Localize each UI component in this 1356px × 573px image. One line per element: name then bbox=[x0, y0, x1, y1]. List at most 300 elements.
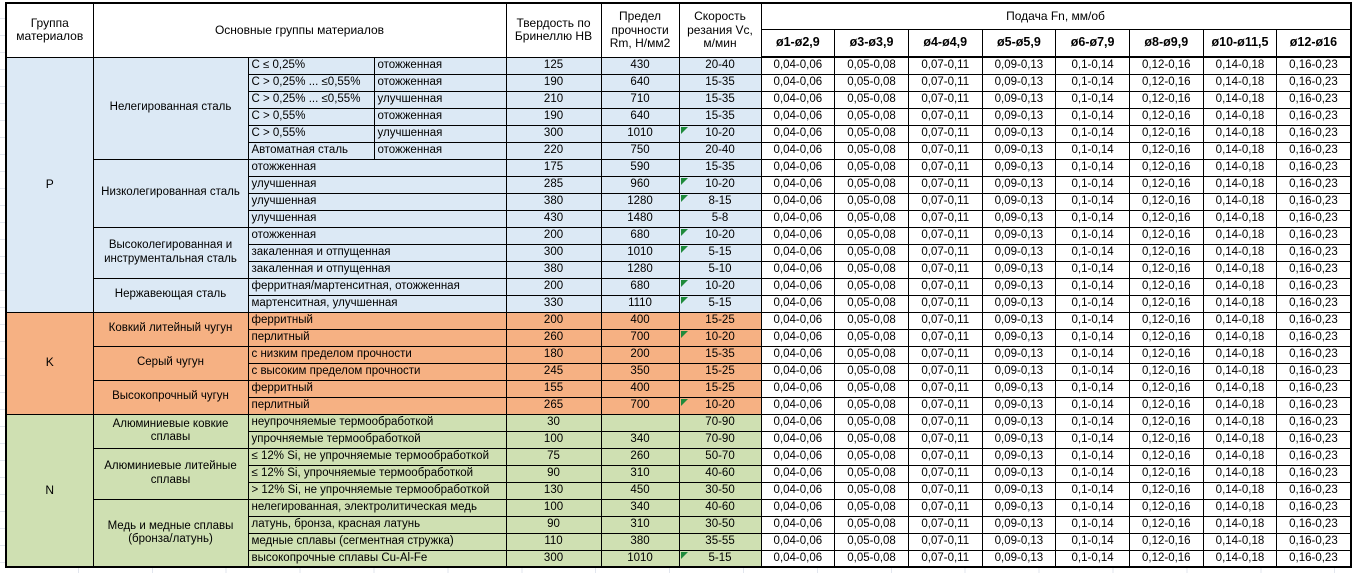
subgroup-cell: Серый чугун bbox=[93, 346, 248, 380]
material-desc-cell: улучшенная bbox=[248, 176, 506, 193]
feed-cell: 0,12-0,16 bbox=[1129, 482, 1203, 499]
feed-cell: 0,04-0,06 bbox=[761, 261, 835, 278]
rm-cell: 680 bbox=[601, 278, 679, 295]
feed-cell: 0,07-0,11 bbox=[908, 244, 982, 261]
vc-cell: 35-55 bbox=[679, 533, 761, 550]
feed-cell: 0,1-0,14 bbox=[1056, 397, 1130, 414]
feed-cell: 0,05-0,08 bbox=[835, 482, 909, 499]
feed-cell: 0,05-0,08 bbox=[835, 193, 909, 210]
subgroup-cell: Высоколегированная и инструментальная сталь bbox=[93, 227, 248, 278]
feed-cell: 0,05-0,08 bbox=[835, 295, 909, 312]
vc-cell: 10-20 bbox=[679, 227, 761, 244]
header-cutting-speed: Скорость резания Vc, м/мин bbox=[679, 3, 761, 57]
table-row bbox=[6, 346, 1351, 363]
vc-cell: 15-35 bbox=[679, 74, 761, 91]
feed-cell: 0,16-0,23 bbox=[1277, 533, 1351, 550]
feed-cell: 0,07-0,11 bbox=[908, 91, 982, 108]
material-desc-cell: закаленная и отпущенная bbox=[248, 261, 506, 278]
feed-cell: 0,04-0,06 bbox=[761, 550, 835, 567]
feed-cell: 0,09-0,13 bbox=[982, 91, 1056, 108]
feed-cell: 0,16-0,23 bbox=[1277, 312, 1351, 329]
feed-cell: 0,04-0,06 bbox=[761, 312, 835, 329]
header-tensile-strength: Предел прочности Rm, Н/мм2 bbox=[601, 3, 679, 57]
feed-cell: 0,16-0,23 bbox=[1277, 142, 1351, 159]
feed-cell: 0,12-0,16 bbox=[1129, 193, 1203, 210]
formula-flag-icon bbox=[681, 399, 688, 406]
feed-cell: 0,07-0,11 bbox=[908, 465, 982, 482]
rm-cell: 1280 bbox=[601, 193, 679, 210]
table-body bbox=[6, 57, 1351, 567]
rm-cell: 1110 bbox=[601, 295, 679, 312]
feed-cell: 0,1-0,14 bbox=[1056, 261, 1130, 278]
hb-cell: 200 bbox=[506, 227, 601, 244]
feed-cell: 0,07-0,11 bbox=[908, 533, 982, 550]
feed-cell: 0,05-0,08 bbox=[835, 125, 909, 142]
subgroup-cell: Высокопрочный чугун bbox=[93, 380, 248, 414]
feed-cell: 0,07-0,11 bbox=[908, 176, 982, 193]
hb-cell: 245 bbox=[506, 363, 601, 380]
materials-table bbox=[5, 2, 1352, 568]
feed-cell: 0,05-0,08 bbox=[835, 91, 909, 108]
vc-cell: 20-40 bbox=[679, 142, 761, 159]
header-dia-5: ø6-ø7,9 bbox=[1056, 29, 1130, 57]
rm-cell: 960 bbox=[601, 176, 679, 193]
feed-cell: 0,07-0,11 bbox=[908, 397, 982, 414]
header-feed: Подача Fn, мм/об bbox=[761, 3, 1351, 29]
hb-cell: 155 bbox=[506, 380, 601, 397]
feed-cell: 0,04-0,06 bbox=[761, 108, 835, 125]
feed-cell: 0,14-0,18 bbox=[1203, 244, 1277, 261]
material-desc-cell: закаленная и отпущенная bbox=[248, 244, 506, 261]
feed-cell: 0,05-0,08 bbox=[835, 57, 909, 74]
vc-cell: 5-15 bbox=[679, 550, 761, 567]
feed-cell: 0,12-0,16 bbox=[1129, 278, 1203, 295]
feed-cell: 0,14-0,18 bbox=[1203, 108, 1277, 125]
table-header bbox=[6, 3, 1351, 57]
feed-cell: 0,09-0,13 bbox=[982, 312, 1056, 329]
feed-cell: 0,07-0,11 bbox=[908, 227, 982, 244]
feed-cell: 0,07-0,11 bbox=[908, 516, 982, 533]
feed-cell: 0,09-0,13 bbox=[982, 176, 1056, 193]
rm-cell: 1280 bbox=[601, 261, 679, 278]
feed-cell: 0,09-0,13 bbox=[982, 142, 1056, 159]
feed-cell: 0,1-0,14 bbox=[1056, 278, 1130, 295]
feed-cell: 0,1-0,14 bbox=[1056, 227, 1130, 244]
vc-cell: 15-25 bbox=[679, 312, 761, 329]
feed-cell: 0,09-0,13 bbox=[982, 465, 1056, 482]
feed-cell: 0,04-0,06 bbox=[761, 465, 835, 482]
feed-cell: 0,16-0,23 bbox=[1277, 91, 1351, 108]
group-cell: K bbox=[6, 312, 93, 414]
feed-cell: 0,07-0,11 bbox=[908, 108, 982, 125]
vc-cell: 15-35 bbox=[679, 346, 761, 363]
feed-cell: 0,12-0,16 bbox=[1129, 227, 1203, 244]
rm-cell: 1480 bbox=[601, 210, 679, 227]
feed-cell: 0,1-0,14 bbox=[1056, 516, 1130, 533]
subgroup-cell: Нержавеющая сталь bbox=[93, 278, 248, 312]
header-brinell-hardness: Твердость по Бринеллю HB bbox=[506, 3, 601, 57]
feed-cell: 0,12-0,16 bbox=[1129, 142, 1203, 159]
feed-cell: 0,12-0,16 bbox=[1129, 176, 1203, 193]
hb-cell: 130 bbox=[506, 482, 601, 499]
hb-cell: 175 bbox=[506, 159, 601, 176]
rm-cell: 590 bbox=[601, 159, 679, 176]
feed-cell: 0,1-0,14 bbox=[1056, 312, 1130, 329]
feed-cell: 0,05-0,08 bbox=[835, 312, 909, 329]
feed-cell: 0,1-0,14 bbox=[1056, 380, 1130, 397]
feed-cell: 0,05-0,08 bbox=[835, 448, 909, 465]
feed-cell: 0,12-0,16 bbox=[1129, 261, 1203, 278]
feed-cell: 0,1-0,14 bbox=[1056, 91, 1130, 108]
hb-cell: 110 bbox=[506, 533, 601, 550]
feed-cell: 0,1-0,14 bbox=[1056, 57, 1130, 74]
formula-flag-icon bbox=[681, 127, 688, 134]
feed-cell: 0,04-0,06 bbox=[761, 397, 835, 414]
rm-cell: 640 bbox=[601, 74, 679, 91]
rm-cell: 400 bbox=[601, 312, 679, 329]
vc-cell: 50-70 bbox=[679, 448, 761, 465]
subgroup-cell: Низколегированная сталь bbox=[93, 159, 248, 227]
hb-cell: 100 bbox=[506, 499, 601, 516]
feed-cell: 0,16-0,23 bbox=[1277, 550, 1351, 567]
feed-cell: 0,1-0,14 bbox=[1056, 295, 1130, 312]
hb-cell: 220 bbox=[506, 142, 601, 159]
feed-cell: 0,16-0,23 bbox=[1277, 482, 1351, 499]
feed-cell: 0,05-0,08 bbox=[835, 346, 909, 363]
feed-cell: 0,14-0,18 bbox=[1203, 159, 1277, 176]
feed-cell: 0,07-0,11 bbox=[908, 346, 982, 363]
vc-cell: 70-90 bbox=[679, 431, 761, 448]
feed-cell: 0,12-0,16 bbox=[1129, 448, 1203, 465]
feed-cell: 0,04-0,06 bbox=[761, 363, 835, 380]
feed-cell: 0,1-0,14 bbox=[1056, 533, 1130, 550]
formula-flag-icon bbox=[681, 178, 688, 185]
feed-cell: 0,07-0,11 bbox=[908, 363, 982, 380]
feed-cell: 0,05-0,08 bbox=[835, 431, 909, 448]
feed-cell: 0,07-0,11 bbox=[908, 159, 982, 176]
feed-cell: 0,14-0,18 bbox=[1203, 397, 1277, 414]
feed-cell: 0,12-0,16 bbox=[1129, 550, 1203, 567]
rm-cell: 700 bbox=[601, 329, 679, 346]
feed-cell: 0,09-0,13 bbox=[982, 533, 1056, 550]
feed-cell: 0,05-0,08 bbox=[835, 380, 909, 397]
treatment-cell: отожженная bbox=[374, 142, 506, 159]
feed-cell: 0,1-0,14 bbox=[1056, 550, 1130, 567]
feed-cell: 0,04-0,06 bbox=[761, 329, 835, 346]
feed-cell: 0,07-0,11 bbox=[908, 499, 982, 516]
feed-cell: 0,09-0,13 bbox=[982, 108, 1056, 125]
material-desc-cell: ферритный bbox=[248, 380, 506, 397]
rm-cell: 380 bbox=[601, 533, 679, 550]
feed-cell: 0,14-0,18 bbox=[1203, 414, 1277, 431]
feed-cell: 0,14-0,18 bbox=[1203, 363, 1277, 380]
feed-cell: 0,05-0,08 bbox=[835, 414, 909, 431]
feed-cell: 0,16-0,23 bbox=[1277, 414, 1351, 431]
vc-cell: 30-50 bbox=[679, 482, 761, 499]
feed-cell: 0,07-0,11 bbox=[908, 193, 982, 210]
feed-cell: 0,07-0,11 bbox=[908, 431, 982, 448]
feed-cell: 0,07-0,11 bbox=[908, 414, 982, 431]
header-dia-2: ø3-ø3,9 bbox=[835, 29, 909, 57]
cutting-parameters-table bbox=[5, 2, 1352, 568]
feed-cell: 0,14-0,18 bbox=[1203, 261, 1277, 278]
feed-cell: 0,04-0,06 bbox=[761, 193, 835, 210]
table-row bbox=[6, 499, 1351, 516]
table-row bbox=[6, 227, 1351, 244]
table-row bbox=[6, 380, 1351, 397]
feed-cell: 0,12-0,16 bbox=[1129, 397, 1203, 414]
vc-cell: 40-60 bbox=[679, 465, 761, 482]
feed-cell: 0,07-0,11 bbox=[908, 329, 982, 346]
vc-cell: 10-20 bbox=[679, 397, 761, 414]
treatment-cell: отожженная bbox=[374, 108, 506, 125]
feed-cell: 0,16-0,23 bbox=[1277, 397, 1351, 414]
feed-cell: 0,09-0,13 bbox=[982, 414, 1056, 431]
feed-cell: 0,14-0,18 bbox=[1203, 193, 1277, 210]
hb-cell: 190 bbox=[506, 108, 601, 125]
material-desc-cell: C > 0,25% ... ≤0,55% bbox=[248, 91, 374, 108]
feed-cell: 0,1-0,14 bbox=[1056, 74, 1130, 91]
rm-cell: 340 bbox=[601, 431, 679, 448]
feed-cell: 0,09-0,13 bbox=[982, 380, 1056, 397]
vc-cell: 15-35 bbox=[679, 91, 761, 108]
treatment-cell: отожженная bbox=[374, 74, 506, 91]
feed-cell: 0,04-0,06 bbox=[761, 159, 835, 176]
feed-cell: 0,16-0,23 bbox=[1277, 57, 1351, 74]
feed-cell: 0,05-0,08 bbox=[835, 329, 909, 346]
material-desc-cell: улучшенная bbox=[248, 210, 506, 227]
hb-cell: 210 bbox=[506, 91, 601, 108]
feed-cell: 0,14-0,18 bbox=[1203, 482, 1277, 499]
rm-cell: 680 bbox=[601, 227, 679, 244]
hb-cell: 190 bbox=[506, 74, 601, 91]
feed-cell: 0,16-0,23 bbox=[1277, 176, 1351, 193]
feed-cell: 0,04-0,06 bbox=[761, 278, 835, 295]
feed-cell: 0,09-0,13 bbox=[982, 448, 1056, 465]
material-desc-cell: Автоматная сталь bbox=[248, 142, 374, 159]
material-desc-cell: упрочняемые термообработкой bbox=[248, 431, 506, 448]
feed-cell: 0,12-0,16 bbox=[1129, 312, 1203, 329]
header-main-material-groups: Основные группы материалов bbox=[93, 3, 506, 57]
vc-cell: 5-15 bbox=[679, 244, 761, 261]
feed-cell: 0,07-0,11 bbox=[908, 57, 982, 74]
feed-cell: 0,09-0,13 bbox=[982, 193, 1056, 210]
feed-cell: 0,1-0,14 bbox=[1056, 363, 1130, 380]
feed-cell: 0,07-0,11 bbox=[908, 278, 982, 295]
feed-cell: 0,14-0,18 bbox=[1203, 210, 1277, 227]
feed-cell: 0,1-0,14 bbox=[1056, 414, 1130, 431]
feed-cell: 0,07-0,11 bbox=[908, 380, 982, 397]
feed-cell: 0,09-0,13 bbox=[982, 482, 1056, 499]
feed-cell: 0,12-0,16 bbox=[1129, 516, 1203, 533]
feed-cell: 0,04-0,06 bbox=[761, 125, 835, 142]
feed-cell: 0,07-0,11 bbox=[908, 482, 982, 499]
rm-cell: 340 bbox=[601, 499, 679, 516]
feed-cell: 0,09-0,13 bbox=[982, 210, 1056, 227]
material-desc-cell: перлитный bbox=[248, 329, 506, 346]
material-desc-cell: C > 0,25% ... ≤0,55% bbox=[248, 74, 374, 91]
feed-cell: 0,12-0,16 bbox=[1129, 295, 1203, 312]
feed-cell: 0,14-0,18 bbox=[1203, 57, 1277, 74]
feed-cell: 0,1-0,14 bbox=[1056, 499, 1130, 516]
material-desc-cell: перлитный bbox=[248, 397, 506, 414]
hb-cell: 300 bbox=[506, 550, 601, 567]
rm-cell: 310 bbox=[601, 465, 679, 482]
feed-cell: 0,09-0,13 bbox=[982, 159, 1056, 176]
vc-cell: 70-90 bbox=[679, 414, 761, 431]
feed-cell: 0,04-0,06 bbox=[761, 516, 835, 533]
vc-cell: 10-20 bbox=[679, 176, 761, 193]
feed-cell: 0,04-0,06 bbox=[761, 74, 835, 91]
feed-cell: 0,05-0,08 bbox=[835, 108, 909, 125]
feed-cell: 0,05-0,08 bbox=[835, 176, 909, 193]
feed-cell: 0,12-0,16 bbox=[1129, 74, 1203, 91]
feed-cell: 0,04-0,06 bbox=[761, 91, 835, 108]
feed-cell: 0,05-0,08 bbox=[835, 533, 909, 550]
feed-cell: 0,14-0,18 bbox=[1203, 465, 1277, 482]
feed-cell: 0,09-0,13 bbox=[982, 74, 1056, 91]
rm-cell: 450 bbox=[601, 482, 679, 499]
vc-cell: 40-60 bbox=[679, 499, 761, 516]
feed-cell: 0,05-0,08 bbox=[835, 142, 909, 159]
treatment-cell: улучшенная bbox=[374, 125, 506, 142]
feed-cell: 0,1-0,14 bbox=[1056, 346, 1130, 363]
feed-cell: 0,05-0,08 bbox=[835, 159, 909, 176]
table-row bbox=[6, 414, 1351, 431]
feed-cell: 0,16-0,23 bbox=[1277, 108, 1351, 125]
hb-cell: 285 bbox=[506, 176, 601, 193]
feed-cell: 0,05-0,08 bbox=[835, 465, 909, 482]
feed-cell: 0,1-0,14 bbox=[1056, 329, 1130, 346]
vc-cell: 15-35 bbox=[679, 159, 761, 176]
feed-cell: 0,16-0,23 bbox=[1277, 363, 1351, 380]
header-dia-6: ø8-ø9,9 bbox=[1129, 29, 1203, 57]
feed-cell: 0,14-0,18 bbox=[1203, 91, 1277, 108]
feed-cell: 0,07-0,11 bbox=[908, 142, 982, 159]
feed-cell: 0,07-0,11 bbox=[908, 125, 982, 142]
material-desc-cell: нелегированная, электролитическая медь bbox=[248, 499, 506, 516]
feed-cell: 0,14-0,18 bbox=[1203, 550, 1277, 567]
feed-cell: 0,12-0,16 bbox=[1129, 346, 1203, 363]
hb-cell: 265 bbox=[506, 397, 601, 414]
feed-cell: 0,07-0,11 bbox=[908, 210, 982, 227]
treatment-cell: отожженная bbox=[374, 57, 506, 74]
feed-cell: 0,16-0,23 bbox=[1277, 329, 1351, 346]
sheet-gridlines-bottom bbox=[5, 568, 1350, 573]
feed-cell: 0,09-0,13 bbox=[982, 261, 1056, 278]
header-dia-7: ø10-ø11,5 bbox=[1203, 29, 1277, 57]
feed-cell: 0,14-0,18 bbox=[1203, 278, 1277, 295]
feed-cell: 0,04-0,06 bbox=[761, 295, 835, 312]
hb-cell: 260 bbox=[506, 329, 601, 346]
hb-cell: 200 bbox=[506, 278, 601, 295]
subgroup-cell: Ковкий литейный чугун bbox=[93, 312, 248, 346]
feed-cell: 0,04-0,06 bbox=[761, 499, 835, 516]
material-desc-cell: с низким пределом прочности bbox=[248, 346, 506, 363]
feed-cell: 0,05-0,08 bbox=[835, 261, 909, 278]
hb-cell: 200 bbox=[506, 312, 601, 329]
feed-cell: 0,09-0,13 bbox=[982, 499, 1056, 516]
feed-cell: 0,16-0,23 bbox=[1277, 74, 1351, 91]
hb-cell: 100 bbox=[506, 431, 601, 448]
vc-cell: 15-35 bbox=[679, 108, 761, 125]
feed-cell: 0,12-0,16 bbox=[1129, 108, 1203, 125]
feed-cell: 0,12-0,16 bbox=[1129, 91, 1203, 108]
rm-cell: 350 bbox=[601, 363, 679, 380]
feed-cell: 0,1-0,14 bbox=[1056, 159, 1130, 176]
feed-cell: 0,05-0,08 bbox=[835, 244, 909, 261]
material-desc-cell: C ≤ 0,25% bbox=[248, 57, 374, 74]
feed-cell: 0,1-0,14 bbox=[1056, 244, 1130, 261]
feed-cell: 0,16-0,23 bbox=[1277, 159, 1351, 176]
hb-cell: 300 bbox=[506, 244, 601, 261]
feed-cell: 0,16-0,23 bbox=[1277, 295, 1351, 312]
material-desc-cell: C > 0,55% bbox=[248, 108, 374, 125]
feed-cell: 0,05-0,08 bbox=[835, 227, 909, 244]
header-dia-3: ø4-ø4,9 bbox=[908, 29, 982, 57]
rm-cell: 260 bbox=[601, 448, 679, 465]
feed-cell: 0,1-0,14 bbox=[1056, 176, 1130, 193]
feed-cell: 0,04-0,06 bbox=[761, 346, 835, 363]
vc-cell: 15-25 bbox=[679, 363, 761, 380]
feed-cell: 0,1-0,14 bbox=[1056, 193, 1130, 210]
feed-cell: 0,16-0,23 bbox=[1277, 346, 1351, 363]
feed-cell: 0,04-0,06 bbox=[761, 482, 835, 499]
feed-cell: 0,12-0,16 bbox=[1129, 499, 1203, 516]
rm-cell: 200 bbox=[601, 346, 679, 363]
feed-cell: 0,1-0,14 bbox=[1056, 431, 1130, 448]
rm-cell: 400 bbox=[601, 380, 679, 397]
material-desc-cell: отожженная bbox=[248, 159, 506, 176]
feed-cell: 0,14-0,18 bbox=[1203, 346, 1277, 363]
feed-cell: 0,09-0,13 bbox=[982, 516, 1056, 533]
vc-cell: 5-8 bbox=[679, 210, 761, 227]
feed-cell: 0,12-0,16 bbox=[1129, 465, 1203, 482]
feed-cell: 0,12-0,16 bbox=[1129, 244, 1203, 261]
subgroup-cell: Алюминиевые ковкие сплавы bbox=[93, 414, 248, 448]
feed-cell: 0,04-0,06 bbox=[761, 414, 835, 431]
material-desc-cell: отожженная bbox=[248, 227, 506, 244]
header-dia-4: ø5-ø5,9 bbox=[982, 29, 1056, 57]
rm-cell: 430 bbox=[601, 57, 679, 74]
feed-cell: 0,04-0,06 bbox=[761, 431, 835, 448]
material-desc-cell: > 12% Si, не упрочняемые термообработкой bbox=[248, 482, 506, 499]
formula-flag-icon bbox=[681, 331, 688, 338]
formula-flag-icon bbox=[681, 280, 688, 287]
feed-cell: 0,09-0,13 bbox=[982, 244, 1056, 261]
feed-cell: 0,09-0,13 bbox=[982, 346, 1056, 363]
feed-cell: 0,16-0,23 bbox=[1277, 227, 1351, 244]
feed-cell: 0,14-0,18 bbox=[1203, 176, 1277, 193]
subgroup-cell: Нелегированная сталь bbox=[93, 57, 248, 159]
material-desc-cell: улучшенная bbox=[248, 193, 506, 210]
feed-cell: 0,09-0,13 bbox=[982, 363, 1056, 380]
material-desc-cell: мартенситная, улучшенная bbox=[248, 295, 506, 312]
vc-cell: 5-15 bbox=[679, 295, 761, 312]
feed-cell: 0,12-0,16 bbox=[1129, 380, 1203, 397]
header-material-group: Группа материалов bbox=[6, 3, 93, 57]
hb-cell: 330 bbox=[506, 295, 601, 312]
material-desc-cell: C > 0,55% bbox=[248, 125, 374, 142]
feed-cell: 0,14-0,18 bbox=[1203, 516, 1277, 533]
rm-cell bbox=[601, 414, 679, 431]
formula-flag-icon bbox=[681, 246, 688, 253]
rm-cell: 1010 bbox=[601, 125, 679, 142]
feed-cell: 0,07-0,11 bbox=[908, 312, 982, 329]
feed-cell: 0,1-0,14 bbox=[1056, 125, 1130, 142]
feed-cell: 0,16-0,23 bbox=[1277, 193, 1351, 210]
feed-cell: 0,09-0,13 bbox=[982, 295, 1056, 312]
